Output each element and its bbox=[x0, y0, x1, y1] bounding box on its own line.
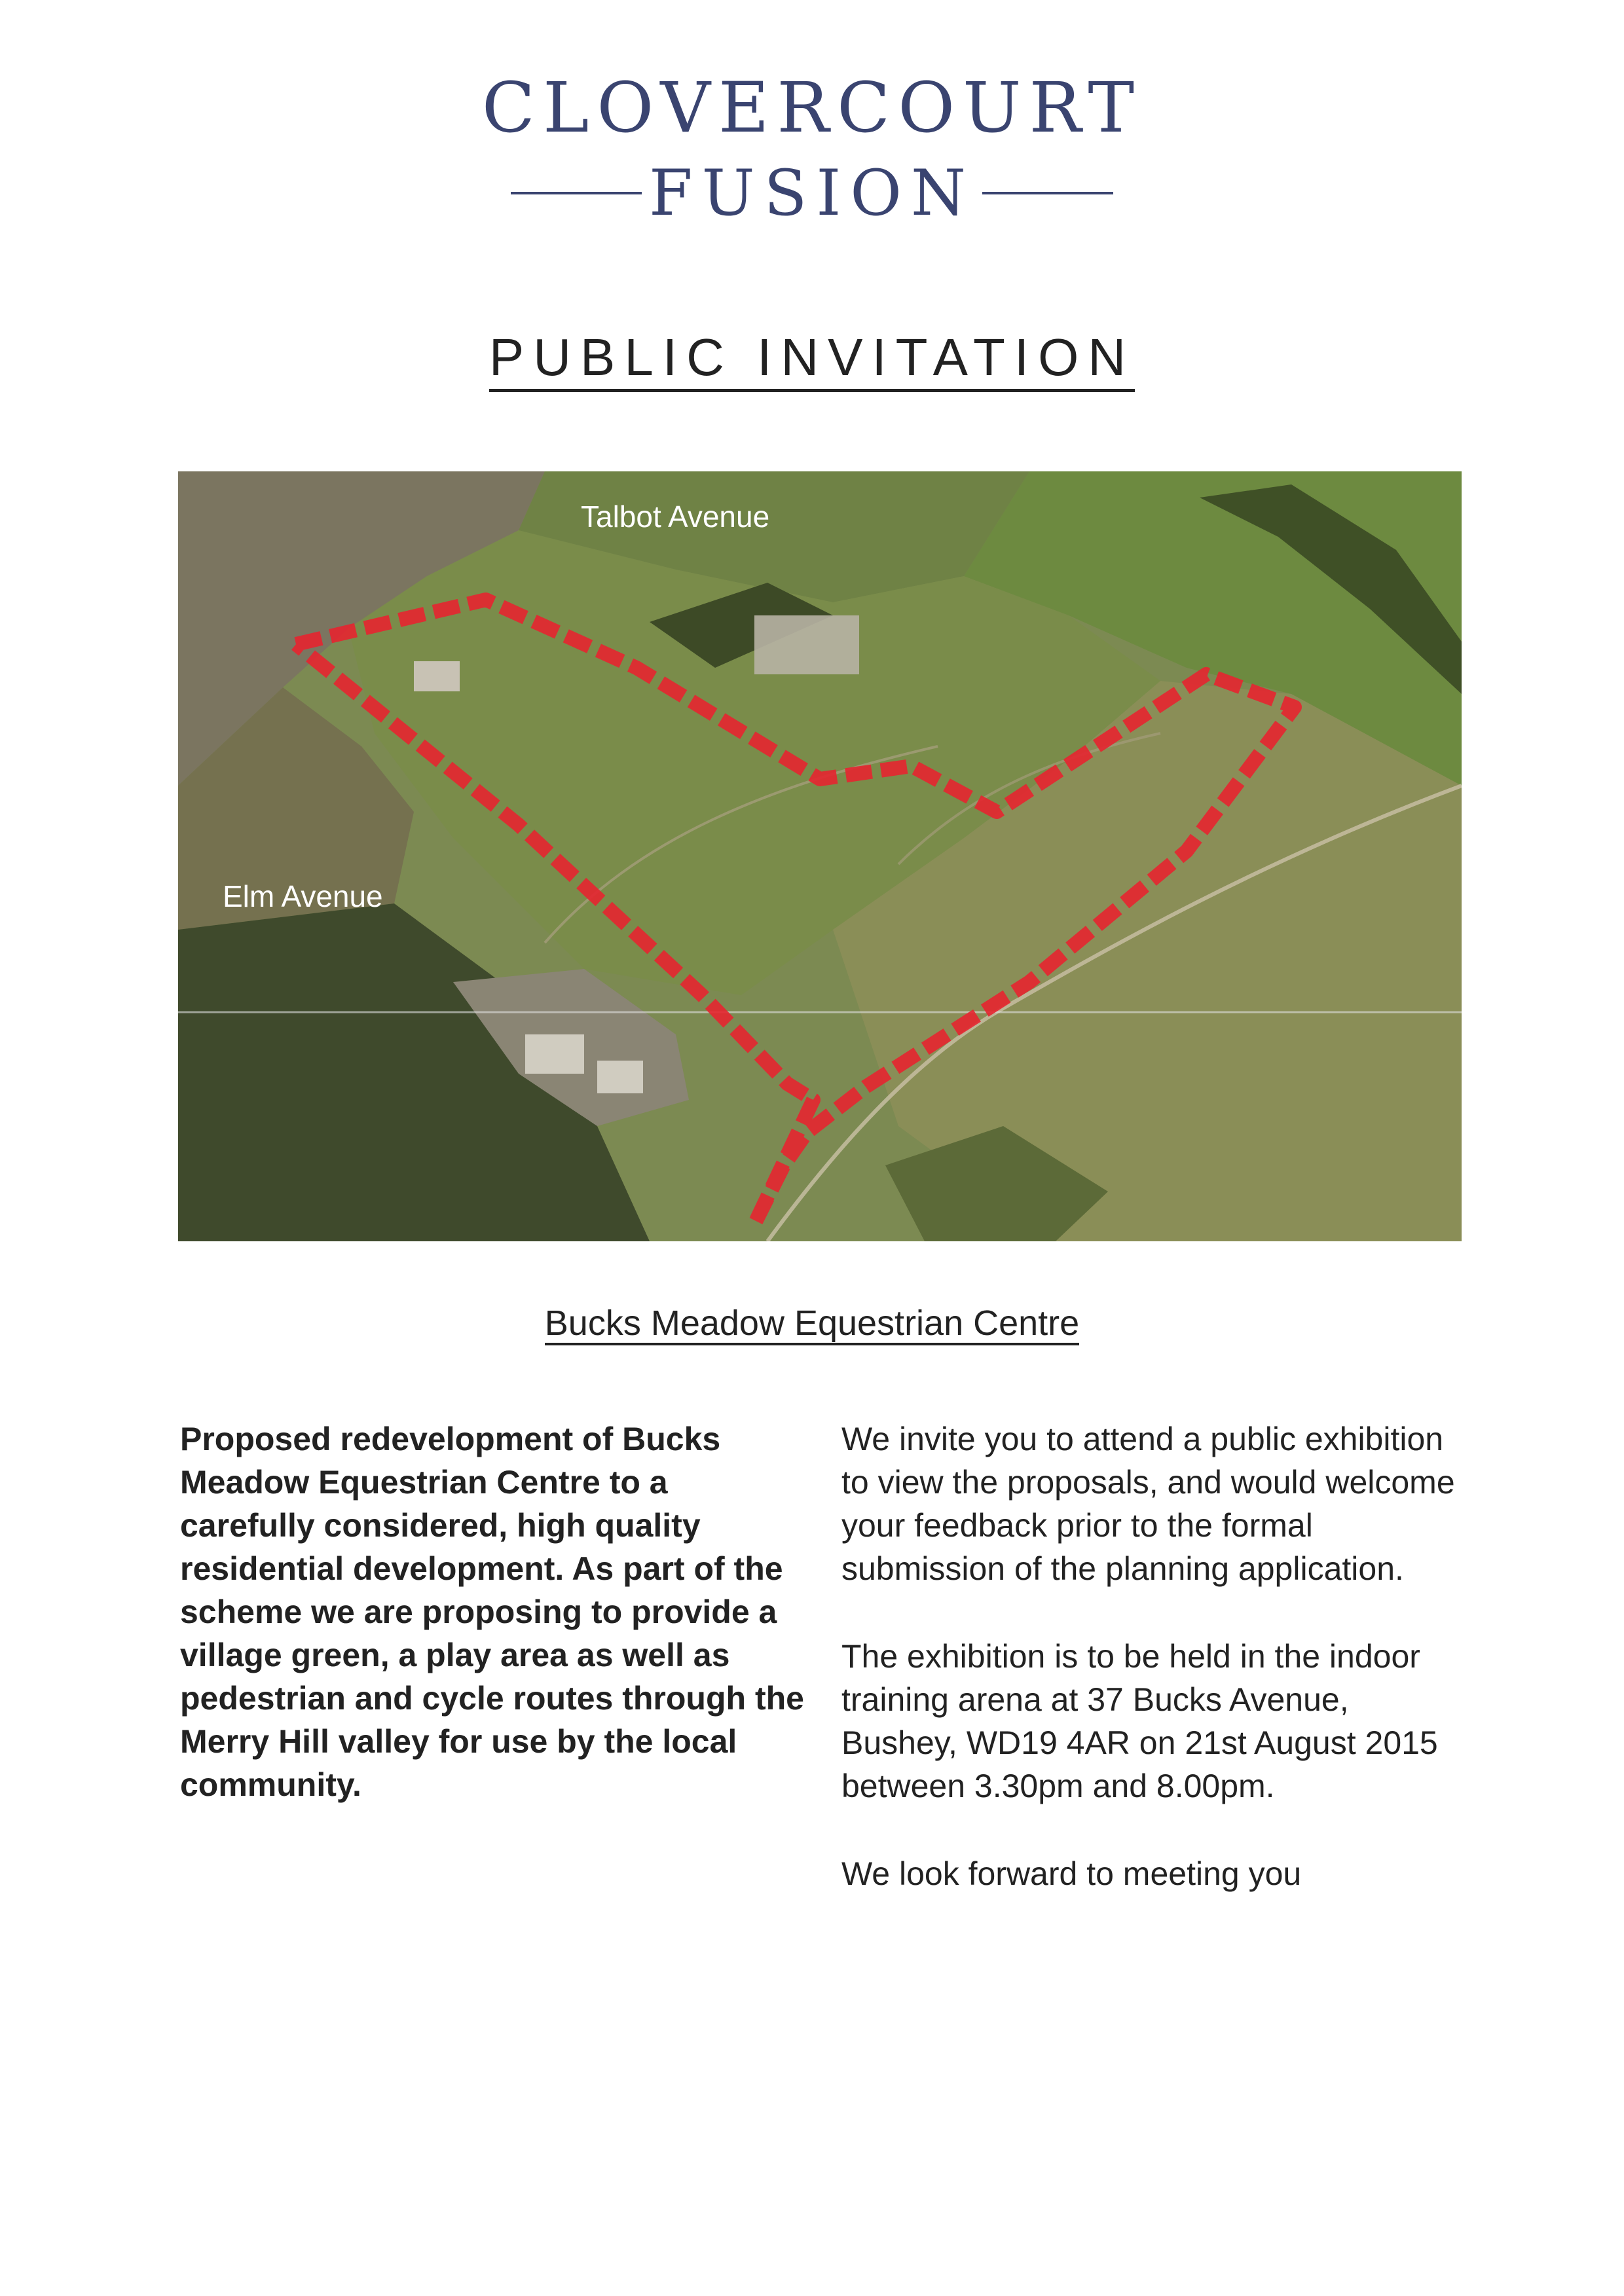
map-label-elm: Elm Avenue bbox=[223, 879, 383, 913]
brand-rule-left bbox=[511, 192, 642, 194]
site-title bbox=[0, 1303, 1624, 1343]
proposal-paragraph: Proposed redevelopment of Bucks Meadow Equestrian Centre to a carefully considered, high quality residential development. As part of the scheme we are proposing to provide a village green, a play area as well as pedestrian and cycle routes through the Merry Hill valley for use by the local community. bbox=[180, 1421, 804, 1803]
site-title-text: Bucks Meadow Equestrian Centre bbox=[545, 1303, 1079, 1345]
page-heading bbox=[0, 327, 1624, 388]
brand-sub: FUSION bbox=[649, 156, 975, 230]
closing-paragraph: We look forward to meeting you bbox=[841, 1855, 1302, 1892]
aerial-site-map bbox=[178, 471, 1462, 1241]
exhibition-paragraph: The exhibition is to be held in the indoor training arena at 37 Bucks Avenue, Bushey, WD19 4AR on 21st August 2015 between 3.30pm and 8.00pm. bbox=[841, 1638, 1438, 1804]
brand-sub-row bbox=[511, 151, 1113, 236]
brand-rule-right bbox=[982, 192, 1113, 194]
invite-paragraph: We invite you to attend a public exhibition to view the proposals, and would welcome your feedback prior to the formal submission of the planning application. bbox=[841, 1421, 1455, 1587]
page-heading-text: PUBLIC INVITATION bbox=[489, 328, 1135, 392]
left-column bbox=[180, 1417, 809, 1806]
map-label-talbot: Talbot Avenue bbox=[581, 500, 770, 534]
aerial-map-graphic bbox=[178, 471, 1462, 1241]
brand-name: CLOVERCOURT bbox=[481, 67, 1143, 148]
right-column bbox=[841, 1417, 1457, 1895]
